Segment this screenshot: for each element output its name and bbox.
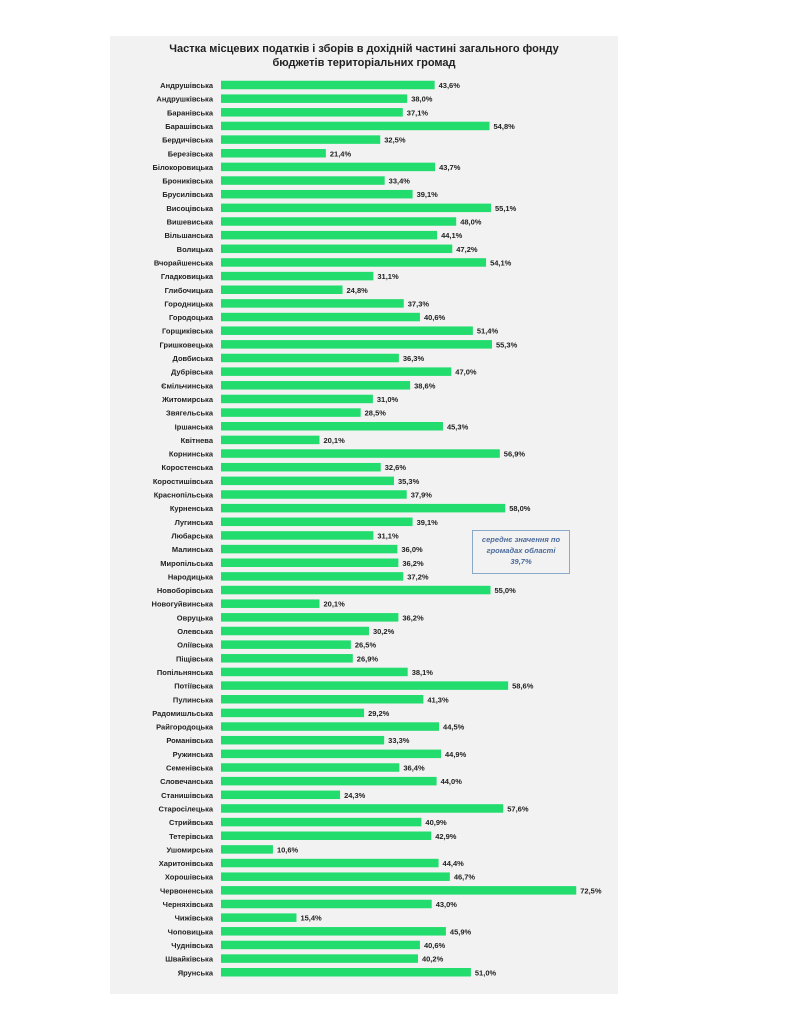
value-label: 28,5% [364, 408, 386, 418]
bar [221, 927, 446, 936]
value-label: 15,4% [300, 913, 322, 923]
value-label: 10,6% [276, 845, 299, 855]
bar [221, 313, 420, 322]
category-label: Березівська [167, 149, 213, 159]
value-label: 43,7% [439, 162, 461, 172]
value-label: 32,5% [384, 135, 406, 145]
value-label: 55,1% [494, 203, 517, 213]
chart-title-line-1: Частка місцевих податків і зборів в дохідній частині загального фонду [169, 43, 559, 55]
bar [221, 258, 486, 267]
bar [221, 94, 407, 103]
category-label: Райгородоцька [156, 722, 213, 732]
bar [221, 299, 404, 308]
category-label: Оліївська [177, 640, 213, 650]
value-label: 55,0% [494, 586, 516, 596]
value-label: 20,1% [323, 599, 345, 609]
category-label: Малинська [171, 545, 213, 555]
bar [221, 135, 380, 144]
value-label: 40,6% [423, 940, 446, 950]
value-label: 51,0% [474, 968, 497, 978]
value-label: 40,6% [423, 313, 446, 323]
average-annotation-line-1: середнє значення по [481, 535, 561, 544]
category-label: Радомишльська [152, 708, 213, 718]
bar [221, 900, 432, 909]
bar [221, 408, 361, 417]
value-label: 31,1% [377, 531, 399, 541]
category-label: Любарська [171, 531, 213, 541]
bar [221, 804, 503, 813]
bar [221, 681, 508, 690]
value-label: 51,4% [476, 326, 499, 336]
value-label: 47,2% [456, 244, 478, 254]
value-label: 36,2% [402, 613, 424, 623]
value-label: 24,3% [344, 790, 366, 800]
category-label: Висоцівська [166, 203, 213, 213]
value-label: 40,2% [421, 954, 444, 964]
value-label: 37,2% [407, 572, 429, 582]
bar [221, 381, 410, 390]
bar [221, 599, 319, 608]
bar [221, 245, 452, 254]
bar [221, 750, 441, 759]
average-annotation-value: 39,7% [510, 557, 532, 566]
value-label: 36,4% [403, 763, 425, 773]
value-label: 44,5% [443, 722, 465, 732]
value-label: 57,6% [507, 804, 529, 814]
value-label: 36,3% [402, 354, 425, 363]
bar [221, 217, 456, 226]
category-label: Пулинська [172, 695, 213, 705]
value-label: 35,3% [397, 476, 420, 486]
bar [221, 531, 373, 540]
value-label: 47,0% [455, 367, 477, 377]
bar [221, 791, 340, 800]
category-label: Попільнянська [156, 667, 213, 677]
value-label: 58,0% [509, 504, 531, 514]
category-label: Миропільська [160, 558, 213, 568]
category-label: Новоборівська [156, 586, 213, 596]
bar [221, 176, 385, 185]
category-label: Брусилівська [162, 190, 213, 200]
value-label: 38,0% [411, 94, 433, 104]
category-label: Лугинська [174, 517, 213, 527]
bar [221, 845, 273, 854]
category-label: Глибочицька [164, 285, 213, 295]
category-label: Бердичівська [162, 135, 213, 145]
value-label: 24,8% [346, 285, 368, 295]
category-label: Білокоровицька [152, 162, 213, 172]
value-label: 37,9% [410, 490, 432, 500]
value-label: 45,3% [446, 422, 469, 432]
category-label: Ємільчинська [161, 381, 213, 391]
category-label: Романівська [166, 736, 213, 746]
category-label: Курненська [169, 504, 213, 514]
category-label: Олевська [177, 627, 213, 636]
value-label: 33,4% [388, 176, 410, 186]
category-label: Коростенська [161, 463, 213, 473]
bar [221, 668, 408, 677]
value-label: 39,1% [416, 190, 438, 200]
bar [221, 108, 403, 117]
bar [221, 695, 423, 704]
bar [221, 204, 491, 213]
value-label: 32,6% [384, 463, 407, 473]
bar [221, 272, 373, 281]
category-label: Довбиська [172, 354, 213, 363]
value-label: 26,9% [356, 654, 379, 664]
category-label: Вільшанська [164, 231, 213, 241]
category-label: Овруцька [176, 613, 213, 623]
bar [221, 818, 421, 827]
category-label: Баранівська [166, 108, 213, 118]
value-label: 43,6% [438, 81, 460, 90]
value-label: 36,2% [402, 558, 424, 568]
bar [221, 613, 398, 622]
value-label: 20,1% [323, 435, 345, 445]
category-label: Станишівська [161, 790, 213, 800]
category-label: Гришковецька [159, 340, 213, 350]
category-label: Старосілецька [158, 804, 213, 814]
value-label: 29,2% [368, 708, 390, 718]
bar [221, 886, 576, 895]
bar [221, 354, 399, 363]
average-annotation [472, 530, 570, 574]
bar [221, 122, 490, 131]
bar [221, 654, 353, 663]
value-label: 55,3% [495, 340, 518, 350]
bar [221, 340, 492, 349]
bar [221, 518, 413, 527]
category-label: Горщиківська [162, 326, 213, 336]
bar [221, 326, 473, 335]
value-label: 44,1% [441, 231, 463, 241]
value-label: 37,1% [406, 108, 429, 118]
category-label: Чоповицька [167, 927, 213, 937]
bar [221, 545, 397, 554]
value-label: 38,6% [414, 381, 436, 391]
value-label: 72,5% [580, 886, 602, 896]
bar [221, 190, 413, 199]
category-label: Квітнева [180, 435, 213, 445]
category-label: Новогуйвинська [151, 599, 213, 609]
category-label: Харитонівська [158, 859, 213, 869]
bar [221, 163, 435, 172]
bar [221, 627, 369, 636]
category-label: Хорошівська [164, 872, 213, 882]
category-label: Корнинська [168, 449, 213, 459]
bar [221, 572, 403, 581]
bar [221, 640, 351, 649]
value-label: 39,1% [416, 517, 438, 527]
category-label: Дубрівська [170, 367, 213, 377]
bar [221, 832, 431, 841]
category-label: Житомирська [162, 394, 213, 404]
bar [221, 231, 437, 240]
value-label: 58,6% [512, 681, 534, 691]
category-label: Андрушківська [156, 94, 213, 104]
value-label: 44,9% [445, 749, 467, 759]
category-label: Семенівська [166, 763, 213, 773]
bar [221, 559, 398, 568]
value-label: 31,0% [376, 394, 399, 404]
value-label: 36,0% [401, 545, 423, 555]
bar [221, 395, 373, 404]
value-label: 31,1% [377, 272, 399, 282]
chart-title-line-2: бюджетів територіальних громад [272, 57, 456, 69]
value-label: 21,4% [329, 149, 352, 159]
category-label: Черняхівська [162, 900, 213, 909]
bar [221, 286, 343, 295]
category-label: Барашівська [165, 121, 213, 131]
bar [221, 149, 326, 158]
value-label: 40,9% [425, 818, 447, 828]
value-label: 45,9% [449, 927, 472, 937]
value-label: 37,3% [407, 299, 430, 309]
value-label: 38,1% [411, 667, 433, 677]
category-label: Чижівська [174, 913, 213, 923]
bar [221, 941, 420, 950]
bar [221, 954, 418, 963]
value-label: 41,3% [427, 695, 449, 705]
value-label: 43,0% [435, 900, 457, 909]
category-label: Ярунська [177, 968, 213, 978]
category-label: Городоцька [168, 313, 213, 323]
bar [221, 449, 500, 458]
category-label: Червоненська [159, 886, 213, 896]
value-label: 54,8% [493, 121, 515, 131]
category-label: Швайківська [165, 954, 213, 964]
category-label: Іршанська [174, 422, 213, 432]
category-label: Піщівська [175, 654, 213, 664]
value-label: 33,3% [388, 736, 410, 746]
value-label: 46,7% [453, 872, 476, 882]
bar [221, 586, 491, 595]
bar [221, 859, 439, 868]
value-label: 30,2% [372, 627, 395, 636]
value-label: 44,0% [440, 777, 462, 787]
category-label: Гладковицька [160, 272, 213, 282]
bar [221, 968, 471, 977]
category-label: Ружинська [172, 749, 213, 759]
bar [221, 504, 505, 513]
value-label: 26,5% [354, 640, 377, 650]
value-label: 44,4% [442, 859, 464, 869]
bar [221, 777, 437, 786]
category-label: Городницька [164, 299, 213, 309]
category-label: Словечанська [160, 777, 213, 787]
category-label: Звягельська [166, 408, 213, 418]
category-label: Коростишівська [152, 476, 213, 486]
bar [221, 722, 439, 731]
category-label: Тетерівська [169, 831, 213, 841]
bar [221, 736, 384, 745]
category-label: Ушомирська [166, 845, 213, 855]
category-label: Чуднівська [171, 940, 213, 950]
value-label: 42,9% [435, 831, 457, 841]
bar [221, 872, 450, 881]
value-label: 48,0% [460, 217, 482, 227]
category-label: Вчорайшенська [153, 258, 213, 268]
average-annotation-line-2: громадах області [486, 546, 556, 555]
value-label: 54,1% [490, 258, 512, 268]
bar [221, 463, 381, 472]
bar [221, 367, 451, 376]
category-label: Стрийвська [168, 818, 213, 828]
bar [221, 490, 407, 499]
category-label: Вишевиська [166, 217, 213, 227]
bar [221, 436, 319, 445]
category-label: Потіївська [174, 681, 213, 691]
category-label: Народицька [167, 572, 213, 582]
category-label: Краснопільська [153, 490, 213, 500]
bar [221, 913, 296, 922]
value-label: 56,9% [503, 449, 526, 459]
category-label: Андрушівська [160, 81, 213, 90]
bar [221, 477, 394, 486]
bar [221, 763, 399, 772]
category-label: Волицька [176, 244, 213, 254]
category-label: Брониківська [162, 176, 213, 186]
bar [221, 709, 364, 718]
bar [221, 81, 435, 90]
bar [221, 422, 443, 431]
